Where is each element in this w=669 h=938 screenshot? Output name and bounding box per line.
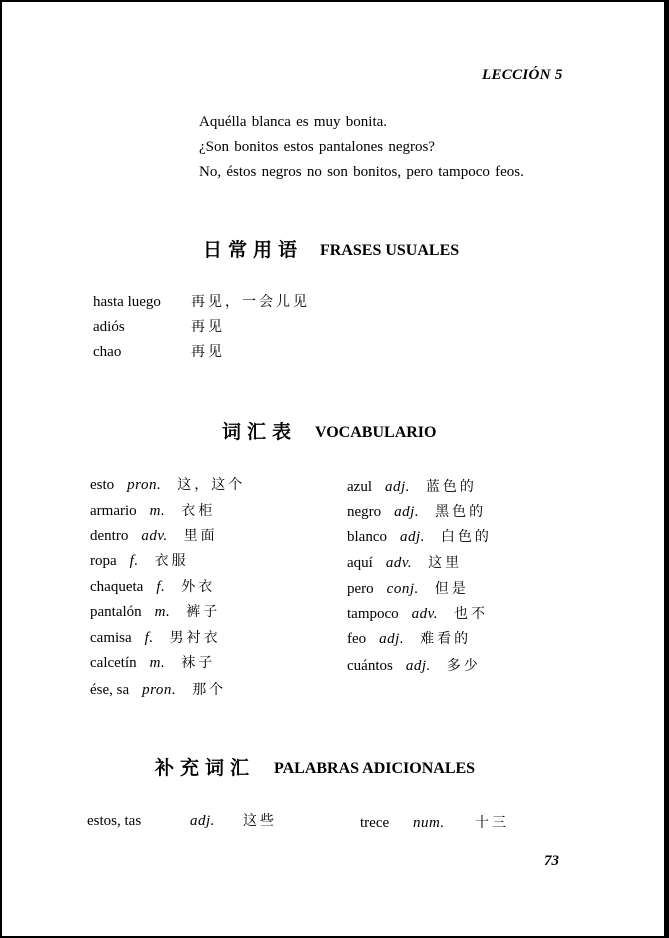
example-sentence: Aquélla blanca es muy bonita. [199,114,388,130]
vocab-entry [347,478,477,496]
vocab-word: chaqueta [90,579,144,595]
vocab-zh: 男衬衣 [169,630,221,646]
vocab-entry [347,503,486,521]
vocab-word: pero [347,581,374,597]
vocab-entry [90,527,218,545]
vocab-zh: 难看的 [420,631,472,647]
vocab-pos: m. [149,655,166,671]
vocab-pos: adv. [411,606,438,622]
vocab-word: ése, sa [90,682,130,698]
extra-zh: 十三 [475,815,509,831]
example-sentence: ¿Son bonitos estos pantalones negros? [199,139,435,155]
vocab-zh: 衣柜 [181,503,216,519]
vocab-entry [90,476,245,494]
section-title-phrases-zh: 日常用语 [203,239,304,261]
vocab-zh: 那个 [192,682,227,698]
vocab-pos: conj. [386,581,419,597]
vocab-pos: m. [149,503,166,519]
vocab-pos: adj. [399,529,425,545]
section-title-phrases-es: FRASES USUALES [320,242,460,259]
phrase-es: chao [93,344,122,360]
extra-pos: num. [413,815,445,831]
vocab-zh: 这里 [428,555,463,571]
phrase-zh: 再见 [191,319,225,335]
phrase-es: hasta luego [93,294,161,310]
vocab-entry [90,654,215,672]
vocab-word: negro [347,504,382,520]
vocab-zh: 白色的 [440,529,492,545]
vocab-entry [90,578,215,596]
vocab-entry [90,629,221,647]
running-head-lesson: LECCIÓN 5 [482,67,563,83]
vocab-entry [347,528,492,546]
phrase-zh: 再见，一会儿见 [191,294,310,310]
vocab-zh: 里面 [183,528,218,544]
phrase-zh: 再见 [191,344,225,360]
vocab-word: tampoco [347,606,399,622]
vocab-pos: f. [129,553,139,569]
vocab-entry [347,580,469,598]
example-sentence: No, éstos negros no son bonitos, pero tampoco feos. [199,164,524,180]
vocab-zh: 多少 [446,658,481,674]
section-title-vocab-zh: 词汇表 [222,421,298,443]
vocab-zh: 蓝色的 [425,479,477,495]
vocab-pos: adj. [405,658,431,674]
vocab-word: pantalón [90,604,142,620]
vocab-entry [90,552,189,570]
vocab-word: feo [347,631,367,647]
vocab-pos: adj. [384,479,410,495]
vocab-word: aquí [347,555,373,571]
vocab-zh: 外衣 [181,579,216,595]
vocab-zh: 袜子 [181,655,216,671]
vocab-entry [347,657,481,675]
extra-pos: adj. [190,813,215,829]
vocab-zh: 衣服 [154,553,189,569]
vocab-zh: 黑色的 [435,504,487,520]
section-title-extra-zh: 补充词汇 [155,757,256,779]
vocab-entry [347,630,471,648]
vocab-zh: 这，这个 [177,477,246,493]
vocab-word: cuántos [347,658,393,674]
vocab-entry [90,502,215,520]
extra-zh: 这些 [243,813,277,829]
phrase-es: adiós [93,319,125,335]
vocab-pos: adv. [385,555,413,571]
vocab-word: ropa [90,553,117,569]
vocab-zh: 裤子 [186,604,221,620]
vocab-word: esto [90,477,115,493]
vocab-pos: adv. [141,528,168,544]
vocab-pos: f. [144,630,154,646]
vocab-word: dentro [90,528,129,544]
section-title-extra-es: PALABRAS ADICIONALES [274,760,476,777]
vocab-entry [347,605,488,623]
vocab-zh: 也不 [453,606,488,622]
section-title-vocab-es: VOCABULARIO [315,424,437,441]
vocab-entry [90,681,226,699]
extra-word: trece [360,815,390,831]
vocab-word: armario [90,503,137,519]
extra-word: estos, tas [87,813,142,829]
vocab-pos: pron. [142,682,177,698]
vocab-pos: adj. [379,631,405,647]
vocab-pos: pron. [127,477,162,493]
page-number: 73 [544,853,559,869]
vocab-word: calcetín [90,655,137,671]
vocab-pos: f. [156,579,166,595]
vocab-zh: 但是 [434,581,469,597]
vocab-word: blanco [347,529,387,545]
vocab-word: azul [347,479,372,495]
vocab-word: camisa [90,630,132,646]
vocab-entry [90,603,220,621]
vocab-pos: adj. [394,504,420,520]
vocab-pos: m. [154,604,171,620]
vocab-entry [347,554,462,572]
